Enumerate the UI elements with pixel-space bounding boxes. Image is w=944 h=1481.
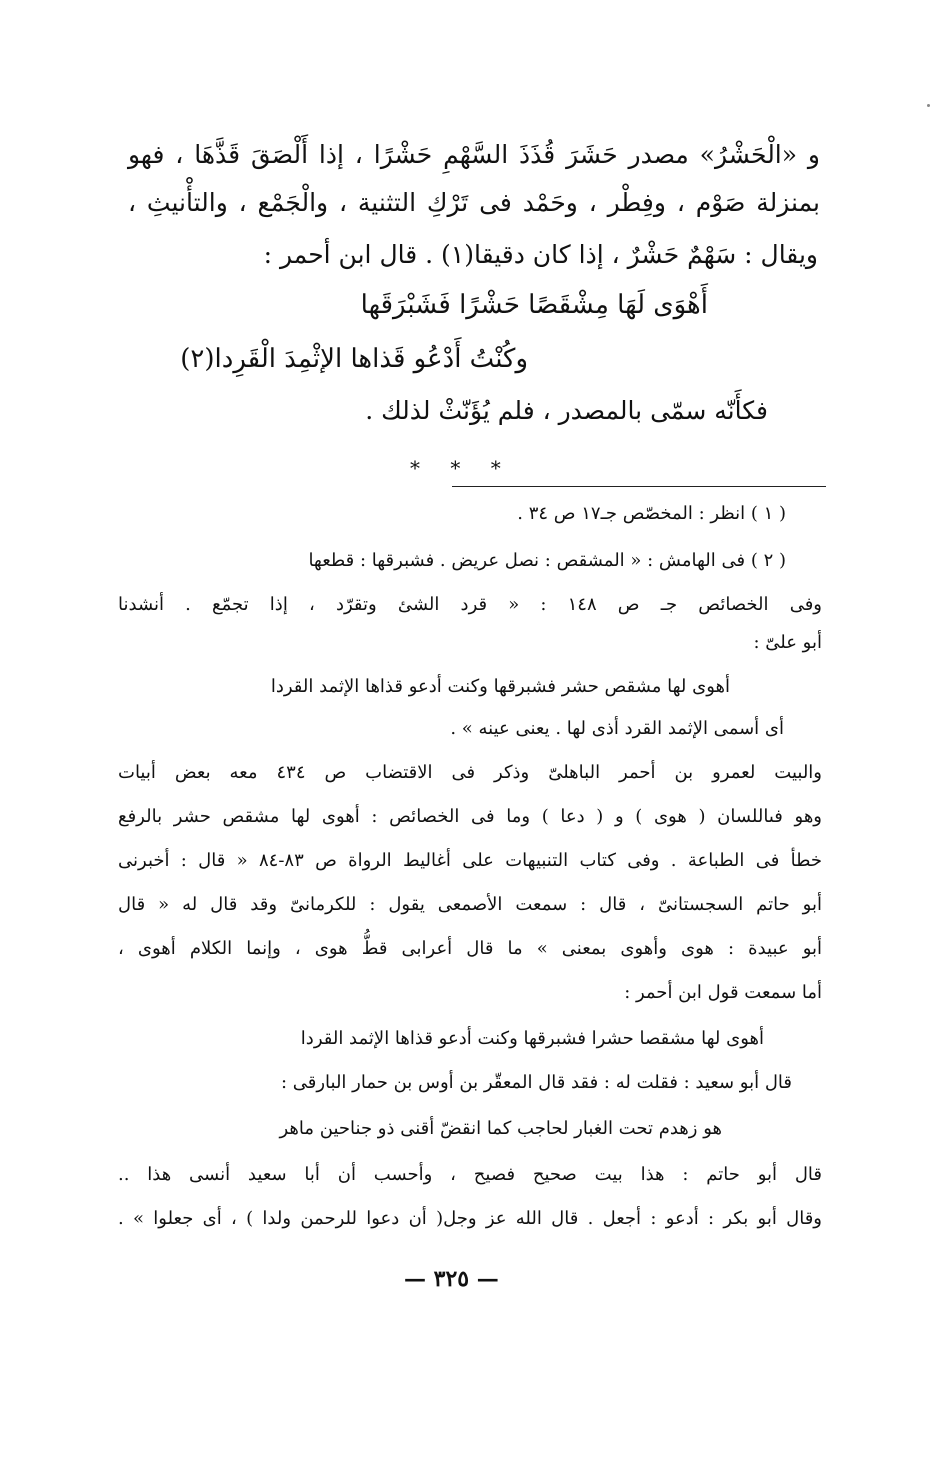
body-line-3: ويقال : سَهْمٌ حَشْرٌ ، إذا كان دقيقا(١) . قال ابن أحمر :: [263, 240, 818, 269]
verse-hemistich-1: أَهْوَى لَهَا مِشْقَصًا حَشْرًا فَشَبْرَقَها: [360, 290, 708, 320]
footnote-line: أبو عبيدة : هوى وأهوى بمعنى » ما قال أعرابى قطُّ هوى ، وإنما الكلام أهوى ،: [118, 938, 822, 959]
footnote-line: أبو حاتم السجستانىّ ، قال : سمعت الأصمعى يقول : للكرمانىّ وقد قال له « قال: [118, 894, 822, 915]
footnote-line: أما سمعت قول ابن أحمر :: [624, 982, 822, 1003]
footnote-2: ( ٢ ) فى الهامش : « المشقص : نصل عريض . فشبرقها : قطعها: [308, 550, 786, 571]
footnote-line: وفى الخصائص جـ ص ١٤٨ : « قرد الشئ وتقرّد ، إذا تجمّع . أنشدنا: [118, 594, 822, 615]
section-separator: * * *: [410, 456, 513, 480]
footnote-verse: أهوى لها مشقصا حشرا فشبرقها وكنت أدعو قذاها الإثمد القردا: [300, 1028, 764, 1049]
scan-speck: [927, 104, 930, 107]
body-line-1: و «الْحَشْرُ» مصدر حَشَرَ قُذَذَ السَّهْمِ حَشْرًا ، إذا أَلْصَقَ قَذَّهَا ، فهو: [128, 140, 820, 169]
footnote-line: وهو فىاللسان ( هوى ) و ( دعا ) وما فى الخصائص : أهوى لها مشقص حشر بالرفع: [118, 806, 822, 827]
page-number: — ٣٢٥ —: [404, 1266, 499, 1292]
verse-hemistich-2: وكُنْتُ أَدْعُو قَذاها الإثْمِدَ الْقَرِدا(٢): [180, 344, 528, 374]
body-line-2: بمنزلة صَوْم ، وفِطْر ، وحَمْد فى تَرْكِ التثنية ، والْجَمْع ، والتأْنيثِ ،: [128, 188, 820, 217]
footnote-line: أبو علىّ :: [753, 632, 822, 653]
footnote-line: والبيت لعمرو بن أحمر الباهلىّ وذكر فى الاقتضاب ص ٤٣٤ معه بعض أبيات: [118, 762, 822, 783]
footnote-line: وقال أبو بكر : أدعو : أجعل . قال الله عز وجل( أن دعوا للرحمن ولدا ) ، أى جعلوا » .: [118, 1208, 822, 1229]
footnote-verse: أهوى لها مشقص حشر فشبرقها وكنت أدعو قذاها الإثمد القردا: [270, 676, 730, 697]
footnote-rule: [452, 486, 826, 487]
footnote-line: أى أسمى الإثمد القرد أذى لها . يعنى عينه » .: [450, 718, 784, 739]
footnote-verse: هو زهدم تحت الغبار لحاجب كما انقضّ أقنى ذو جناحين ماهر: [279, 1118, 722, 1139]
footnote-1: ( ١ ) انظر : المخصّص جـ١٧ ص ٣٤ .: [517, 503, 786, 524]
footnote-line: قال أبو سعيد : فقلت له : فقد قال المعقّر بن أوس بن حمار البارقى :: [280, 1072, 792, 1093]
body-closing-line: فكأَنّه سمّى بالمصدر ، فلم يُؤَنّثْ لذلك .: [365, 396, 768, 425]
footnote-line: قال أبو حاتم : هذا بيت صحيح فصيح ، وأحسب أن أبا سعيد أنسى هذا ..: [118, 1164, 822, 1185]
footnote-line: خطأ فى الطباعة . وفى كتاب التنبيهات على أغاليط الرواة ص ٨٣-٨٤ « قال : أخبرنى: [118, 850, 822, 871]
